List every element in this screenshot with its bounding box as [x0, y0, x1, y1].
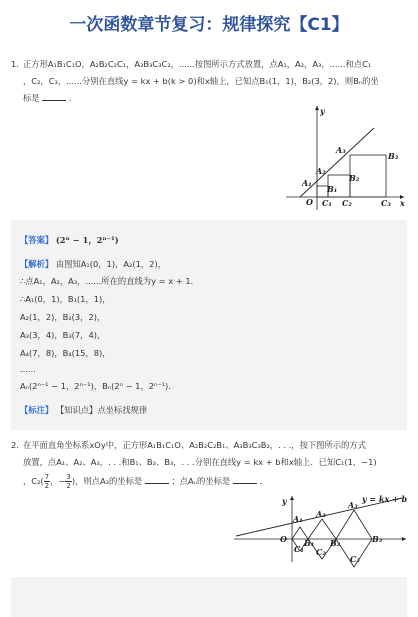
question-number: 2.: [11, 440, 19, 450]
point-label: A₂: [316, 166, 326, 176]
stem-line: ，C₂( $\frac{7}{2}$ ，− $\frac{3}{2}$ )，则点A₃的坐标是 ；点Aₙ的坐标是 ．: [23, 473, 268, 490]
answer-blank[interactable]: [233, 474, 257, 484]
point-label: A₁: [293, 514, 303, 524]
point-label: C₂: [342, 198, 352, 208]
line-label: y = kx + b: [362, 494, 408, 504]
point-label: B₃: [388, 151, 399, 161]
analysis-line: ......: [20, 364, 36, 374]
answer-blank[interactable]: [42, 91, 66, 101]
answer-line: 【答案】 (2ⁿ − 1，2ⁿ⁻¹): [20, 235, 119, 245]
stem-line: 标是 ．: [23, 93, 78, 103]
point-label: A₂: [316, 509, 326, 519]
analysis-line: ∴A₁(0，1)，B₁(1，1)，: [20, 294, 111, 304]
fraction: $\frac{7}{2}$: [44, 473, 50, 490]
point-label: A₃: [336, 145, 346, 155]
fraction: $\frac{3}{2}$: [66, 473, 71, 490]
question-2: [11, 437, 409, 491]
analysis-line: Aₙ(2ⁿ⁻¹ − 1，2ⁿ⁻¹)，Bₙ(2ⁿ − 1，2ⁿ⁻¹)．: [20, 381, 177, 391]
analysis-line: A₃(3，4)，B₃(7，4)，: [20, 330, 106, 340]
question-1-stem: [23, 56, 409, 107]
question-1: [11, 56, 409, 107]
analysis-line: A₂(1，2)，B₂(3，2)，: [20, 312, 106, 322]
point-label: C₁: [294, 544, 304, 554]
origin-label: O: [280, 534, 287, 544]
point-label: A₁: [302, 178, 312, 188]
page-title: 一次函数章节复习：规律探究【C1】: [69, 15, 349, 35]
point-label: B₁: [304, 538, 315, 548]
analysis-line: ∴点A₁，A₂，A₃，......所在的直线为y = x + 1．: [20, 276, 199, 286]
stem-line: 放置，点A₁、A₂、A₃，. . .和B₁、B₂、B₃，. . .分别在直线y = kx + b和x轴上．已知C₁(1，−1): [23, 457, 377, 467]
origin-label: O: [306, 197, 313, 207]
analysis-line: A₄(7，8)，B₄(15，8)，: [20, 348, 111, 358]
analysis-line: 【解析】 由图知A₁(0，1)，A₂(1，2)，: [20, 259, 166, 269]
figure-2: [230, 492, 410, 568]
point-label: C₃: [381, 198, 391, 208]
point-label: B₁: [327, 184, 338, 194]
question-2-stem: [23, 437, 409, 491]
question-number: 1.: [11, 59, 19, 69]
answer-box: [11, 220, 407, 430]
mark-line: 【标注】 【知识点】点坐标找规律: [20, 405, 148, 415]
point-label: B₂: [349, 173, 360, 183]
point-label: C₂: [316, 547, 326, 557]
stem-line: ，C₂，C₃，......分别在直线y = kx + b(k > 0)和x轴上，已知点B₁(1，1)，B₂(3，2)，则Bₙ的坐: [23, 76, 379, 86]
point-label: B₃: [372, 534, 383, 544]
stem-line: 在平面直角坐标系xOy中，正方形A₁B₁C₁O、A₂B₂C₂B₁、A₃B₃C₃B₂，. . .，按下图所示的方式: [23, 440, 366, 450]
point-label: C₁: [322, 198, 332, 208]
figure-1: [284, 102, 410, 212]
point-label: B₂: [330, 538, 341, 548]
answer-box-2: [11, 577, 407, 617]
point-label: A₃: [348, 500, 358, 510]
point-label: C₃: [350, 554, 360, 564]
axis-x-label: x: [400, 198, 405, 208]
stem-line: 正方形A₁B₁C₁O，A₂B₂C₂C₁，A₃B₃C₃C₂，......按图所示方式放置，点A₁，A₂，A₃，......和点C₁: [23, 59, 372, 69]
axis-y-label: y: [320, 106, 325, 116]
axis-y-label: y: [282, 496, 287, 506]
answer-blank[interactable]: [145, 474, 169, 484]
